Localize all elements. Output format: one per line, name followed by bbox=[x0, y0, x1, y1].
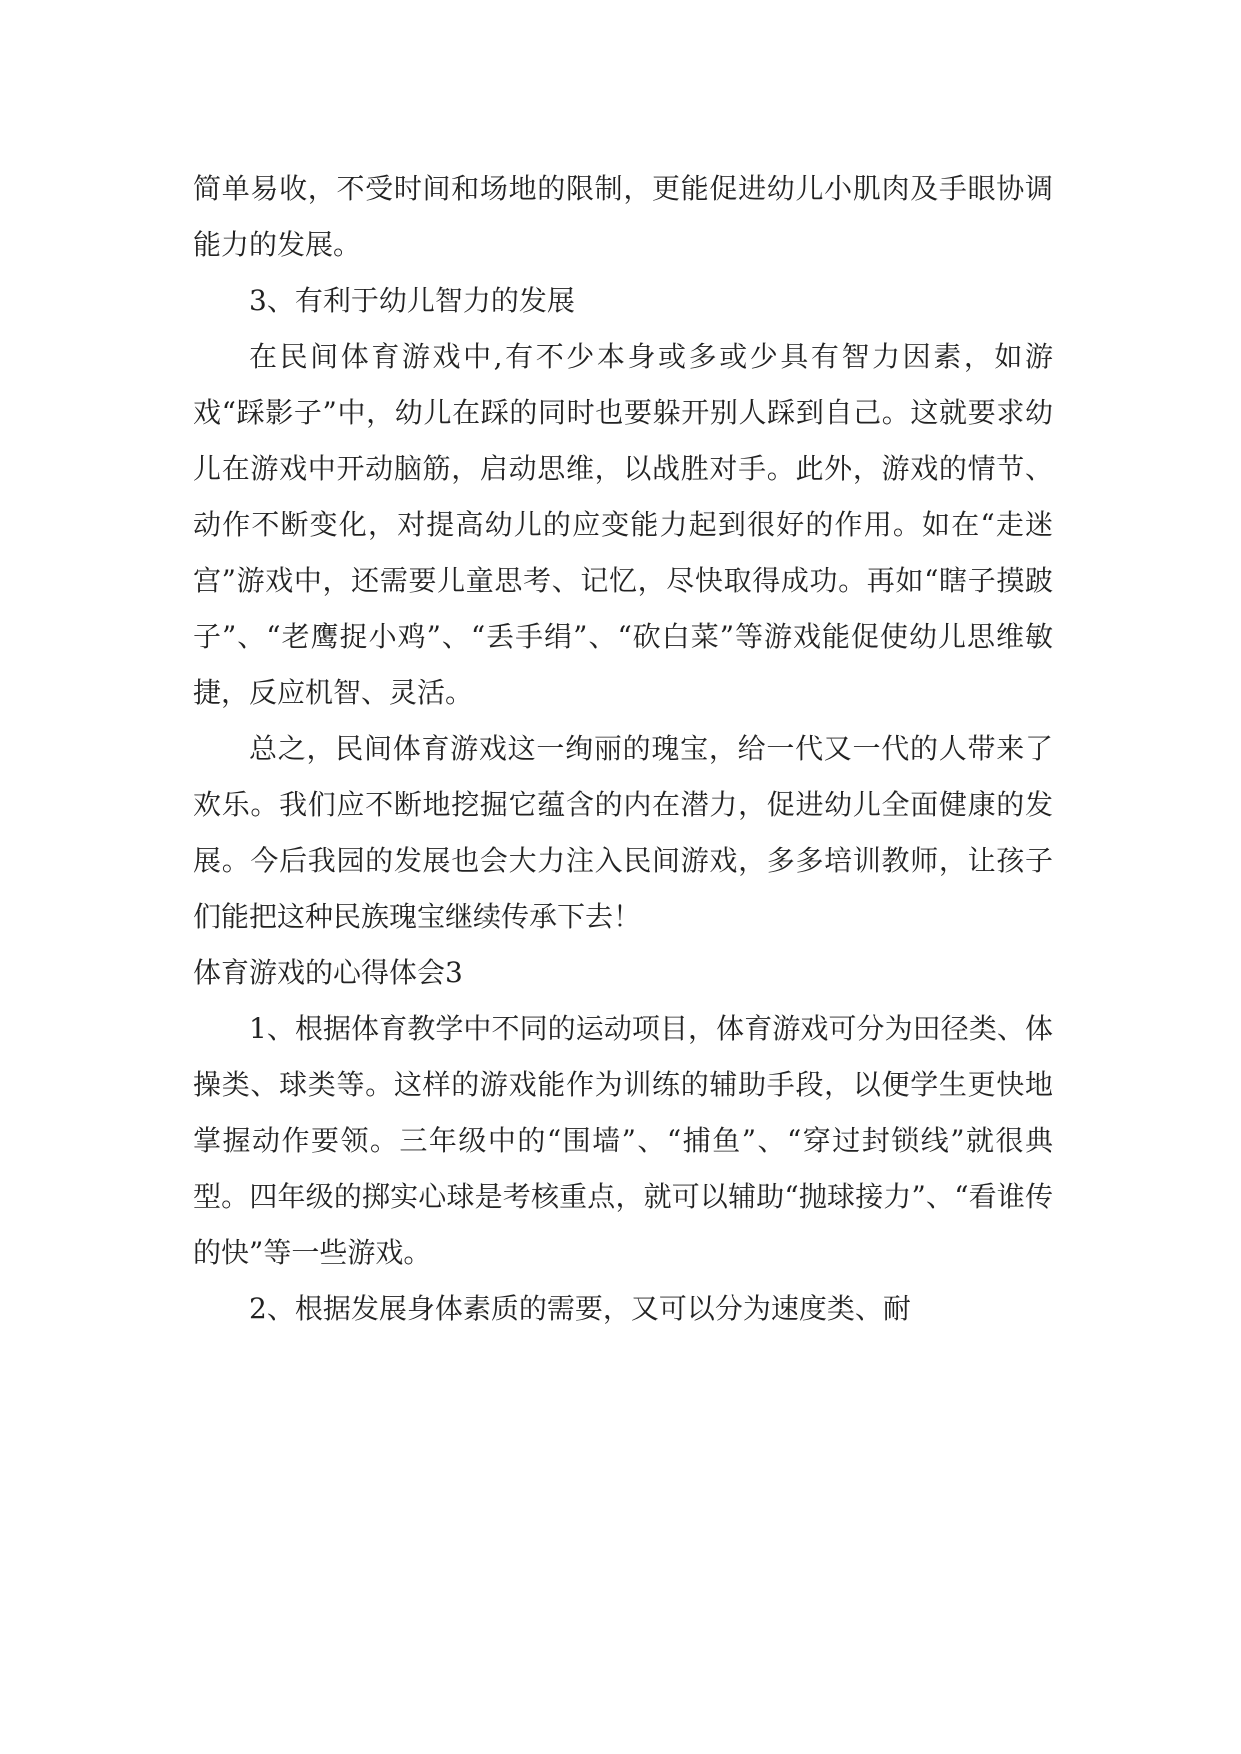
section-point-3: 3、有利于幼儿智力的发展 bbox=[249, 284, 575, 317]
paragraph-intelligence: 在民间体育游戏中,有不少本身或多或少具有智力因素，如游戏“踩影子”中，幼儿在踩的同时也要躲开别人踩到自己。这就要求幼儿在游戏中开动脑筋，启动思维，以战胜对手。此外，游戏的情节、动作不断变化，对提高幼儿的应变能力起到很好的作用。如在“走迷宫”游戏中，还需要儿童思考、记忆，尽快取得成功。再如“瞎子摸跛子”、“老鹰捉小鸡”、“丢手绢”、“砍白菜”等游戏能促使幼儿思维敏捷，反应机智、灵活。 bbox=[193, 340, 1053, 709]
paragraph-point-1: 1、根据体育教学中不同的运动项目，体育游戏可分为田径类、体操类、球类等。这样的游戏能作为训练的辅助手段，以便学生更快地掌握动作要领。三年级中的“围墙”、“捕鱼”、“穿过封锁线”就很典型。四年级的掷实心球是考核重点，就可以辅助“抛球接力”、“看谁传的快”等一些游戏。 bbox=[193, 1012, 1053, 1269]
paragraph-conclusion: 总之，民间体育游戏这一绚丽的瑰宝，给一代又一代的人带来了欢乐。我们应不断地挖掘它蕴含的内在潜力，促进幼儿全面健康的发展。今后我园的发展也会大力注入民间游戏，多多培训教师，让孩子们能把这种民族瑰宝继续传承下去！ bbox=[193, 732, 1053, 933]
paragraph-point-2: 2、根据发展身体素质的需要，又可以分为速度类、耐 bbox=[249, 1292, 911, 1325]
section-heading: 体育游戏的心得体会3 bbox=[193, 956, 463, 989]
paragraph-continued: 简单易收，不受时间和场地的限制，更能促进幼儿小肌肉及手眼协调能力的发展。 bbox=[193, 172, 1053, 261]
document-body bbox=[193, 161, 1053, 1337]
